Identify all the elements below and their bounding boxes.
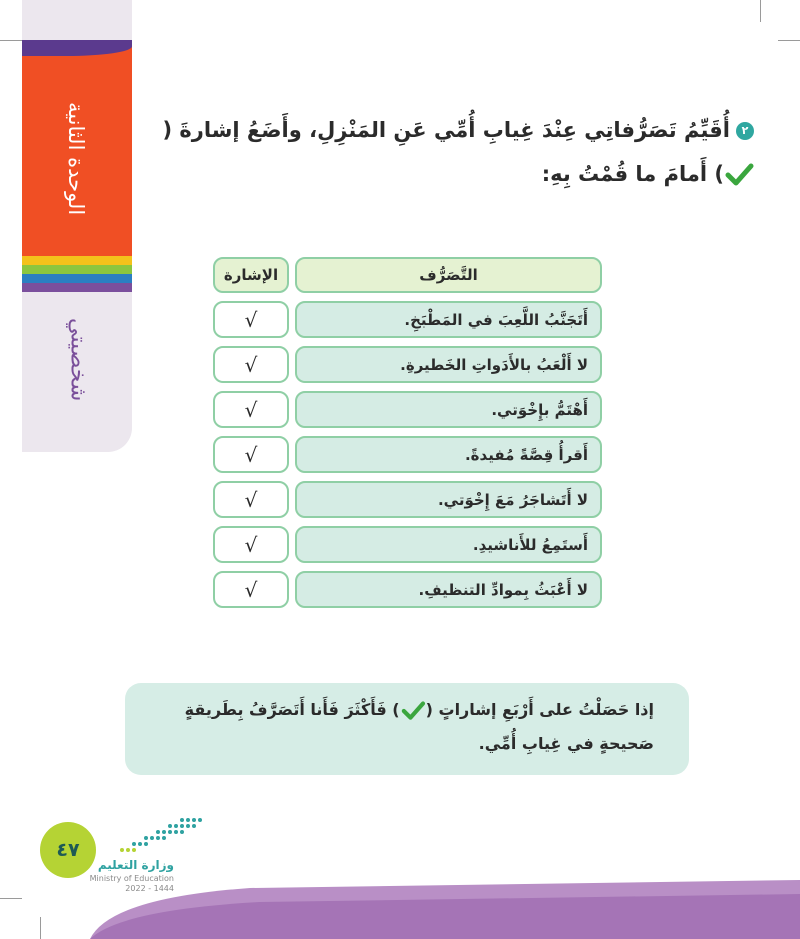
crop-mark: [760, 0, 761, 22]
row-action-cell: [295, 436, 602, 473]
edition-year: 2022 - 1444: [125, 884, 174, 893]
row-action-text: لا أَعْبَثُ بِموادِّ التنظيفِ.: [418, 580, 588, 599]
check-mark-icon: [400, 701, 426, 721]
ministry-name-english: Ministry of Education: [89, 874, 174, 883]
question-text-start: أُقَيِّمُ تَصَرُّفاتِي عِنْدَ غِيابِ أُمِّي عَنِ المَنْزِلِ، وأَضَعُ إشارةَ (: [162, 118, 730, 142]
row-action-cell: [295, 346, 602, 383]
row-action-cell: [295, 571, 602, 608]
row-mark-cell[interactable]: [213, 436, 289, 473]
question-number-badge: ٢: [736, 122, 754, 140]
tab-stripe-green: [22, 265, 132, 274]
row-check-mark: √: [244, 307, 258, 332]
row-mark-cell[interactable]: [213, 301, 289, 338]
row-mark-cell[interactable]: [213, 571, 289, 608]
row-action-cell: [295, 526, 602, 563]
tab-stripe-blue: [22, 274, 132, 283]
row-action-text: أَستَمِعُ للأَناشيدِ.: [472, 535, 588, 554]
row-check-mark: √: [244, 577, 258, 602]
row-mark-cell[interactable]: [213, 481, 289, 518]
tab-stripe-yellow: [22, 256, 132, 265]
row-check-mark: √: [244, 352, 258, 377]
tab-stripe-purple: [22, 283, 132, 292]
row-check-mark: √: [244, 442, 258, 467]
unit-title: الوحدة الثانية: [64, 102, 88, 216]
row-mark-cell[interactable]: [213, 391, 289, 428]
row-mark-cell[interactable]: [213, 526, 289, 563]
row-action-text: لا أَتَشاجَرُ مَعَ إِخْوَتي.: [437, 490, 588, 509]
row-action-text: أَقرأُ قِصَّةً مُفيدةً.: [464, 445, 588, 464]
check-mark-icon: [724, 163, 754, 187]
header-action-label: التَّصَرُّف: [419, 266, 478, 284]
summary-line-1: [160, 693, 654, 727]
table-header-action: [295, 257, 602, 293]
header-mark-label: الإشارة: [223, 266, 279, 284]
ministry-name-arabic: وزارة التعليم: [97, 858, 174, 872]
row-check-mark: √: [244, 487, 258, 512]
summary-line-1-start: إذا حَصَلْتُ على أَرْبَعِ إشاراتٍ (: [425, 700, 654, 719]
row-action-text: أَتَجَنَّبُ اللَّعِبَ في المَطْبَخِ.: [404, 310, 588, 329]
question-text-end: ) أَمامَ ما قُمْتُ بِهِ:: [541, 162, 724, 186]
summary-line-1-end: ) فَأَكْثَرَ فَأَنا أَتَصَرَّفُ بِطَريقةٍ: [184, 700, 400, 719]
unit-subtitle: شخصيتي: [65, 318, 91, 402]
summary-text: [160, 693, 654, 761]
row-action-text: لا أَلْعَبُ بالأَدَواتِ الخَطيرةِ.: [400, 355, 588, 374]
page-number-badge: ٤٧: [40, 822, 96, 878]
crop-mark: [778, 40, 800, 41]
row-mark-cell[interactable]: [213, 346, 289, 383]
table-header-mark: [213, 257, 289, 293]
ministry-logo-dots-icon: [112, 814, 202, 854]
row-action-cell: [295, 301, 602, 338]
row-check-mark: √: [244, 532, 258, 557]
row-check-mark: √: [244, 397, 258, 422]
row-action-text: أَهْتَمُّ بإِخْوَتي.: [491, 400, 588, 419]
crop-mark: [0, 40, 22, 41]
row-action-cell: [295, 391, 602, 428]
row-action-cell: [295, 481, 602, 518]
question-prompt: [150, 108, 754, 196]
summary-line-2: صَحيحةٍ في غِيابِ أُمِّي.: [478, 734, 654, 753]
